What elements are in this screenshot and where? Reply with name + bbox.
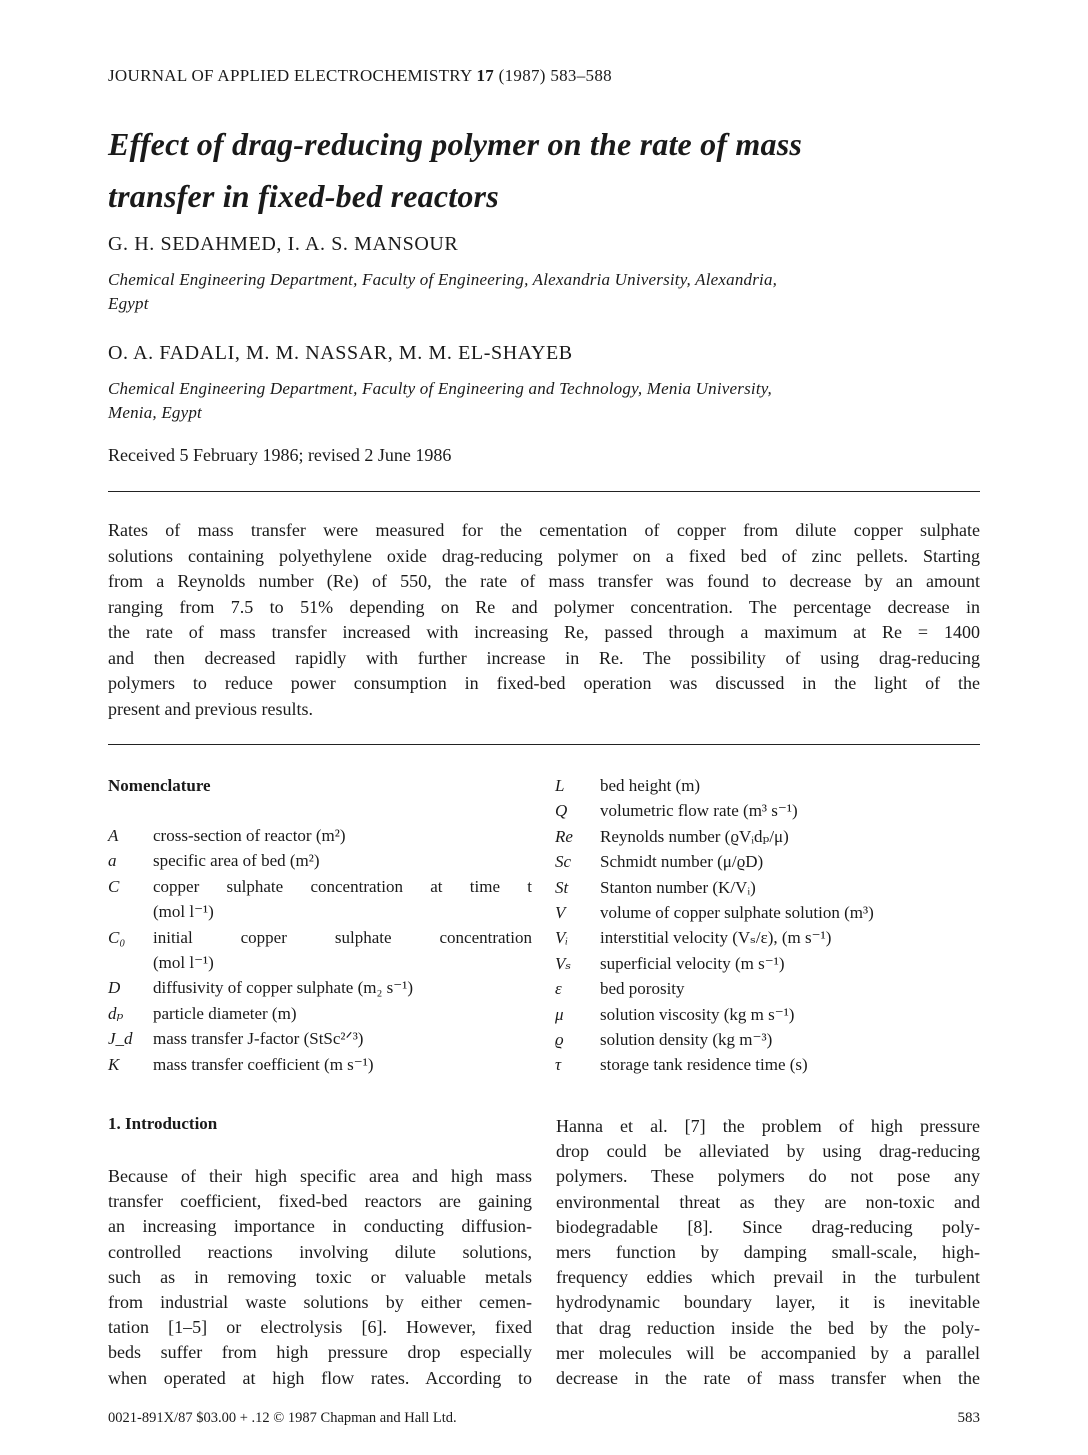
nomenclature-definition: Stanton number (K/Vᵢ) [600, 877, 756, 897]
nomenclature-symbol: a [108, 851, 117, 871]
nomenclature-definition: storage tank residence time (s) [600, 1055, 808, 1075]
introduction-right-column [556, 1114, 980, 1391]
abstract-line: ranging from 7.5 to 51% depending on Re and polymer concentration. The percentage decrease in [108, 596, 980, 617]
introduction-line: polymers. These polymers do not pose any [556, 1166, 980, 1187]
nomenclature-heading: Nomenclature [108, 776, 211, 795]
nomenclature-definition: interstitial velocity (Vₛ/ε), (m s⁻¹) [600, 928, 832, 948]
nomenclature-definition: Schmidt number (μ/ϱD) [600, 852, 764, 872]
nomenclature-definition: bed porosity [600, 979, 685, 999]
nomenclature-definition: initial copper sulphate concentration [153, 927, 532, 947]
introduction-line: beds suffer from high pressure drop especially [108, 1342, 532, 1363]
nomenclature-definition: mass transfer coefficient (m s⁻¹) [153, 1054, 374, 1074]
introduction-line: mers function by damping small-scale, high- [556, 1242, 980, 1263]
introduction-line: mer molecules will be accompanied by a parallel [556, 1342, 980, 1363]
journal-volume: 17 [476, 66, 495, 85]
introduction-line: that drag reduction inside the bed by the poly- [556, 1317, 980, 1338]
introduction-line: hydrodynamic boundary layer, it is inevitable [556, 1292, 980, 1313]
introduction-line: frequency eddies which prevail in the turbulent [556, 1267, 980, 1288]
divider-bottom [108, 744, 980, 745]
nomenclature-symbol: J_d [108, 1029, 133, 1049]
introduction-line: when operated at high flow rates. According to [108, 1367, 532, 1388]
introduction-line: transfer coefficient, fixed-bed reactors are gaining [108, 1191, 532, 1212]
journal-name: JOURNAL OF APPLIED ELECTROCHEMISTRY [108, 66, 472, 85]
nomenclature-symbol: K [108, 1054, 120, 1074]
nomenclature-definition: particle diameter (m) [153, 1003, 297, 1023]
abstract-line: solutions containing polyethylene oxide drag-reducing polymer on a fixed bed of zinc pellets. Starting [108, 545, 980, 566]
nomenclature-symbol: C [108, 876, 120, 896]
introduction-line: an increasing importance in conducting diffusion- [108, 1216, 532, 1237]
nomenclature-definition: cross-section of reactor (m²) [153, 826, 346, 845]
nomenclature-symbol: Vₛ [555, 953, 572, 973]
nomenclature-symbol: dₚ [108, 1003, 124, 1023]
abstract-line: and then decreased rapidly with further increase in Re. The possibility of using drag-reducing [108, 647, 980, 668]
nomenclature-symbol: Re [555, 826, 573, 846]
journal-year-pages: (1987) 583–588 [498, 66, 612, 85]
nomenclature-symbol: Sc [555, 852, 572, 872]
introduction-line: Because of their high specific area and high mass [108, 1166, 532, 1186]
nomenclature-symbol: L [555, 776, 565, 795]
abstract-line: present and previous results. [108, 698, 313, 719]
affiliation-2-line-2: Menia, Egypt [108, 403, 202, 422]
nomenclature-symbol: ε [555, 979, 562, 999]
introduction-line: drop could be alleviated by using drag-reducing [556, 1141, 980, 1162]
abstract-line: Rates of mass transfer were measured for the cementation of copper from dilute copper sulphate [108, 520, 980, 540]
introduction-line: such as in removing toxic or valuable metals [108, 1266, 532, 1287]
nomenclature-symbol: Q [555, 801, 568, 821]
title-line-1: Effect of drag-reducing polymer on the rate of mass [108, 126, 803, 162]
nomenclature-symbol: ϱ [555, 1030, 564, 1049]
received-dates: Received 5 February 1986; revised 2 June 1986 [108, 445, 452, 465]
introduction-line: controlled reactions involving dilute solutions, [108, 1241, 532, 1262]
abstract-line: from a Reynolds number (Re) of 550, the rate of mass transfer was found to decrease by an amount [108, 571, 980, 591]
nomenclature-definition: solution density (kg m⁻³) [600, 1030, 773, 1049]
author-list-1: G. H. SEDAHMED, I. A. S. MANSOUR [108, 233, 459, 255]
nomenclature-definition: superficial velocity (m s⁻¹) [600, 953, 785, 973]
journal-header [108, 66, 612, 86]
page-number: 583 [957, 1410, 980, 1426]
introduction-line: from industrial waste solutions by either cemen- [108, 1292, 532, 1313]
affiliation-1-line-1: Chemical Engineering Department, Faculty of Engineering, Alexandria University, Alexandria, [108, 270, 778, 289]
nomenclature-symbol: A [108, 826, 119, 845]
abstract-line: the rate of mass transfer increased with increasing Re, passed through a maximum at Re = 1400 [108, 622, 980, 642]
nomenclature-definition: (mol l⁻¹) [153, 953, 214, 972]
introduction-line: Hanna et al. [7] the problem of high pressure [556, 1116, 980, 1136]
introduction-heading: 1. Introduction [108, 1114, 218, 1133]
copyright-code: 0021-891X/87 $03.00 + .12 © 1987 Chapman and Hall Ltd. [108, 1410, 457, 1426]
abstract [108, 518, 980, 722]
nomenclature-symbol: Vᵢ [555, 928, 569, 948]
affiliation-1 [108, 268, 948, 316]
nomenclature-symbol: τ [555, 1055, 562, 1075]
nomenclature-symbol: V [555, 903, 566, 922]
introduction-line: tation [1–5] or electrolysis [6]. However, fixed [108, 1317, 532, 1338]
author-list-2: O. A. FADALI, M. M. NASSAR, M. M. EL-SHAYEB [108, 342, 573, 364]
nomenclature-definition: copper sulphate concentration at time t [153, 876, 532, 896]
divider-top [108, 491, 980, 492]
affiliation-2 [108, 377, 948, 425]
nomenclature-definition: volume of copper sulphate solution (m³) [600, 903, 874, 922]
abstract-line: polymers to reduce power consumption in fixed-bed operation was discussed in the light of the [108, 673, 980, 693]
nomenclature-symbol: D [108, 978, 121, 998]
affiliation-2-line-1: Chemical Engineering Department, Faculty of Engineering and Technology, Menia University, [108, 379, 772, 398]
nomenclature-definition: solution viscosity (kg m s⁻¹) [600, 1004, 795, 1024]
nomenclature-symbol: C₀ [108, 927, 126, 947]
article-title [108, 118, 980, 222]
introduction-line: environmental threat as they are non-toxic and [556, 1191, 980, 1212]
introduction-line: biodegradable [8]. Since drag-reducing poly- [556, 1216, 980, 1237]
nomenclature-definition: bed height (m) [600, 776, 701, 795]
nomenclature-definition: mass transfer J-factor (StSc²ᐟ³) [153, 1029, 364, 1049]
title-line-2: transfer in fixed-bed reactors [108, 178, 499, 214]
nomenclature-definition: Reynolds number (ϱVᵢdₚ/μ) [600, 826, 789, 846]
affiliation-1-line-2: Egypt [108, 294, 149, 313]
nomenclature-symbol: St [555, 877, 569, 897]
introduction-left-column [108, 1164, 532, 1391]
nomenclature-definition: specific area of bed (m²) [153, 851, 320, 871]
nomenclature-symbol: μ [555, 1004, 564, 1024]
nomenclature-definition: (mol l⁻¹) [153, 902, 214, 922]
article-page [108, 0, 980, 1455]
nomenclature-definition: diffusivity of copper sulphate (m₂ s⁻¹) [153, 978, 413, 998]
nomenclature-definition: volumetric flow rate (m³ s⁻¹) [600, 801, 798, 821]
introduction-line: decrease in the rate of mass transfer when the [556, 1368, 980, 1389]
